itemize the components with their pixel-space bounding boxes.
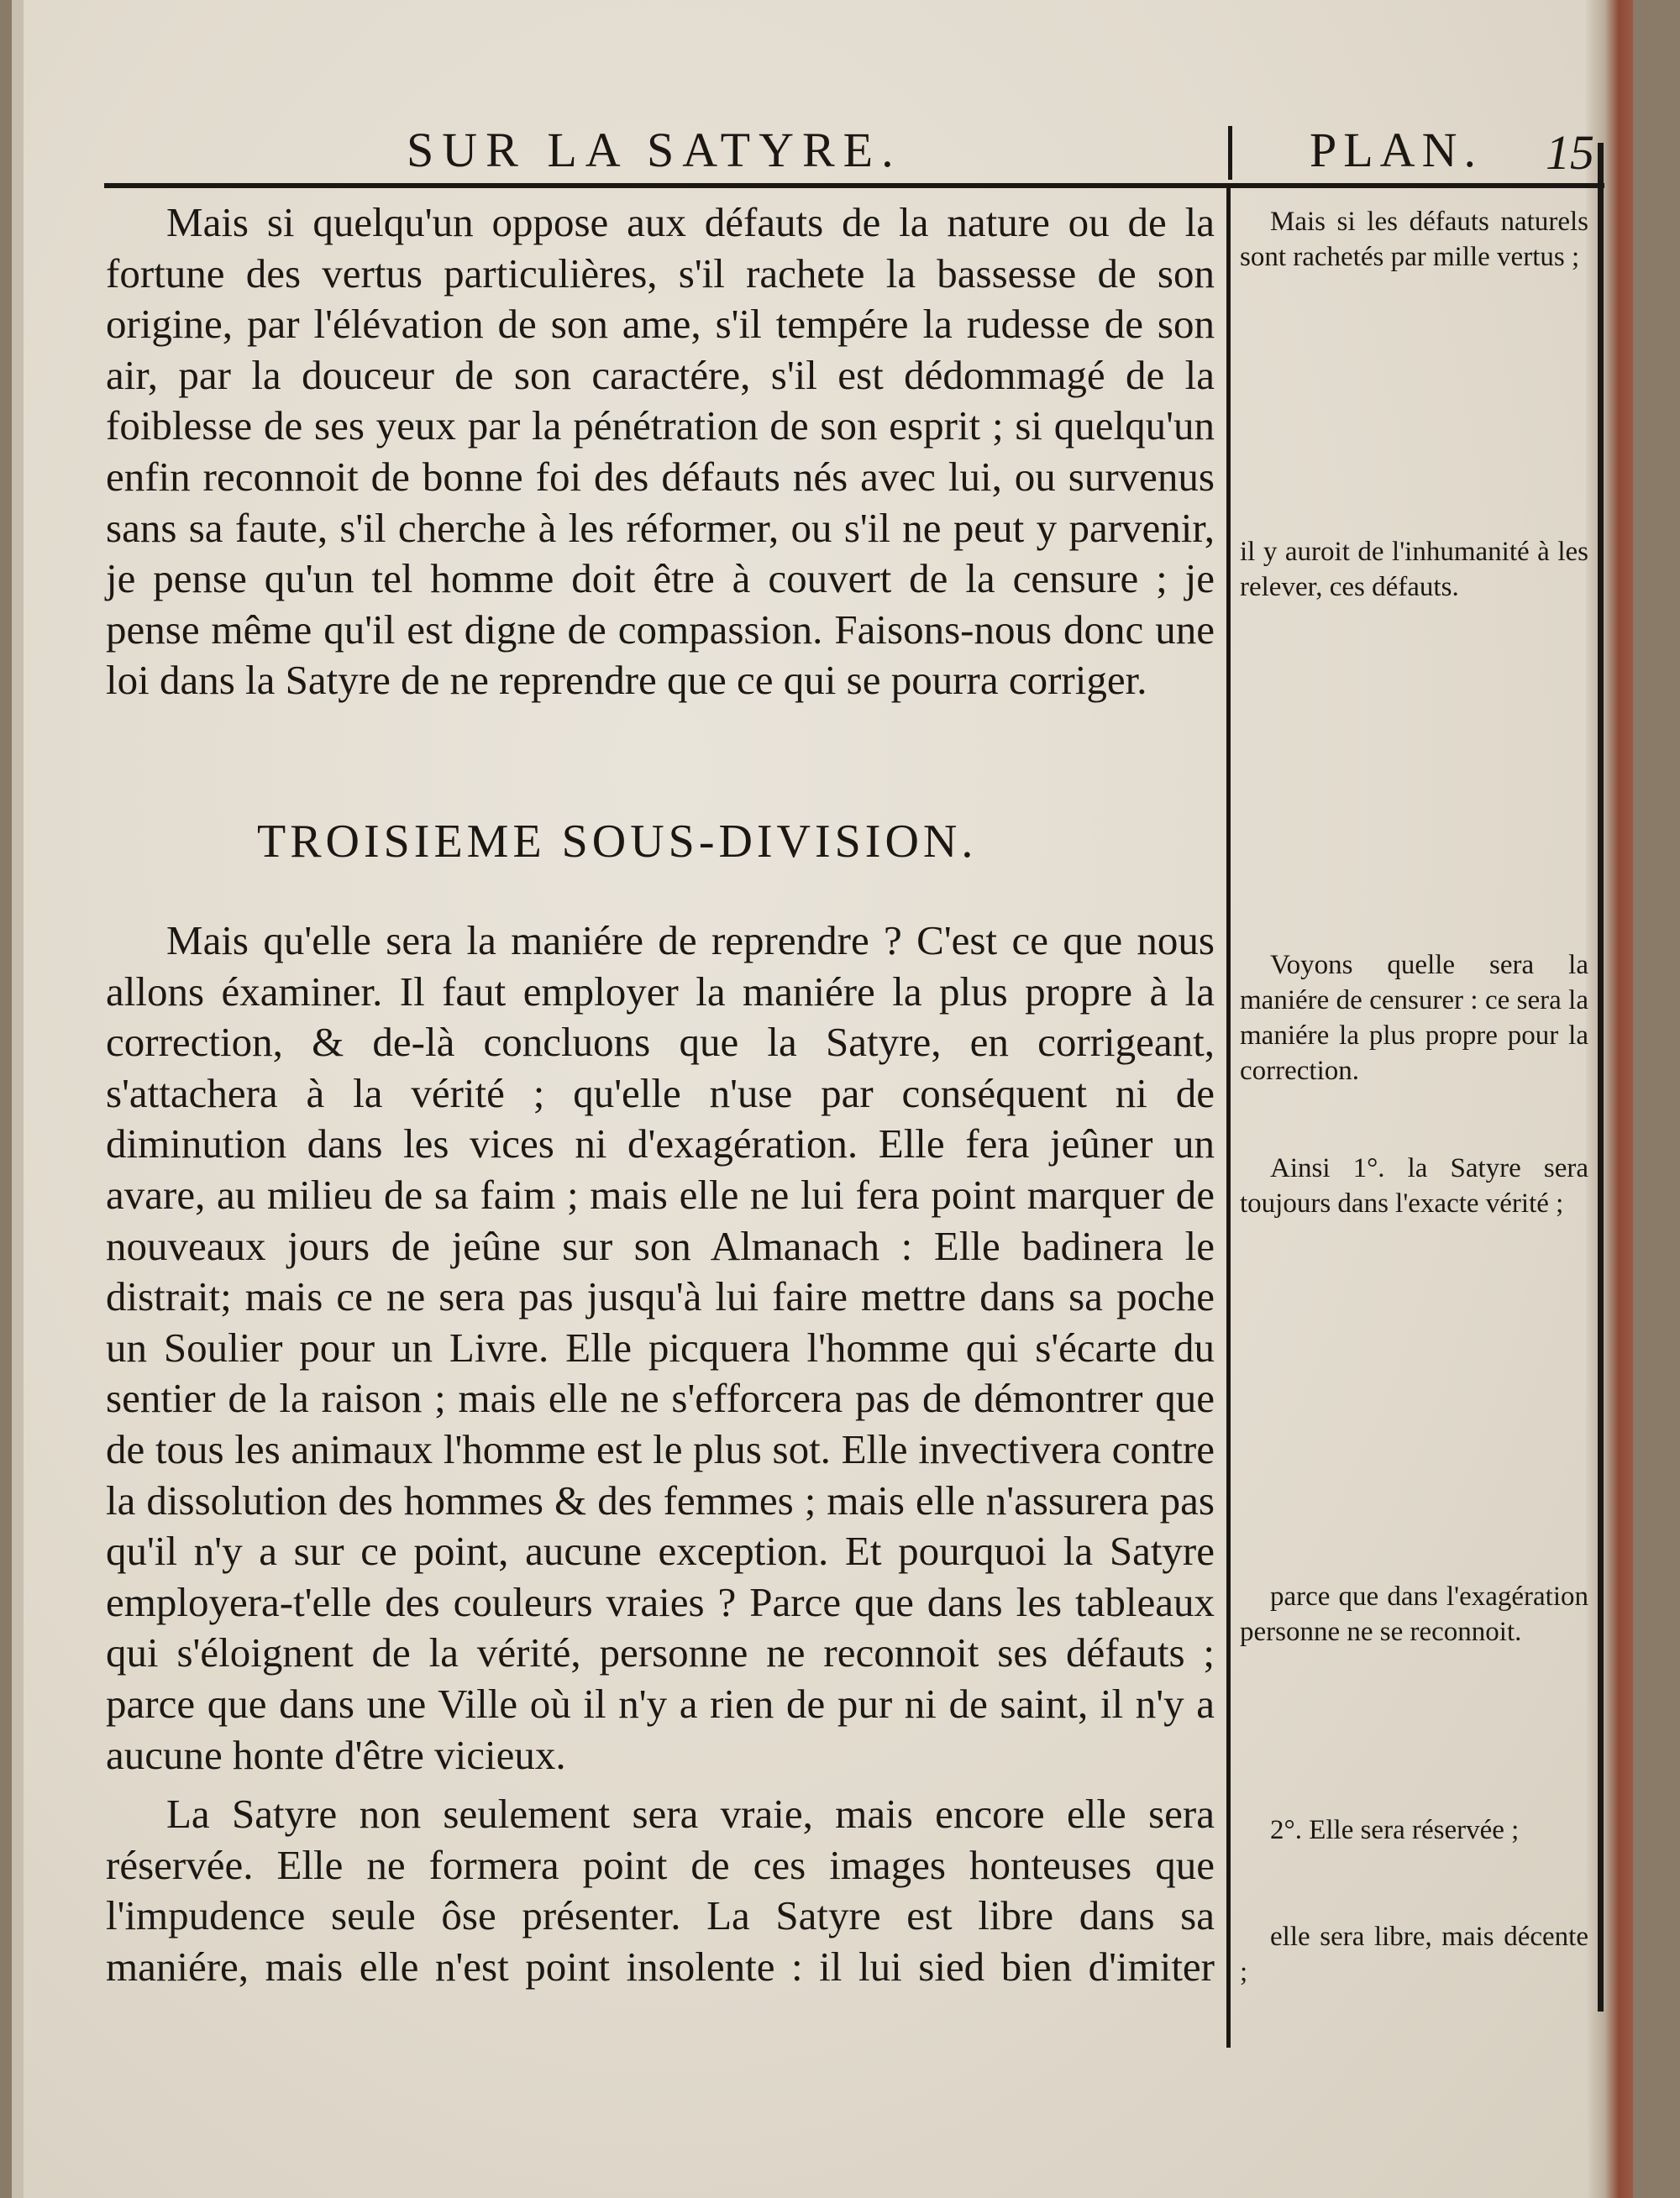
margin-note-6: 2°. Elle sera réservée ; (1270, 1815, 1520, 1845)
margin-note-4: Ainsi 1°. la Satyre sera toujours dans l'exacte vérité ; (1240, 1153, 1588, 1219)
page-edge-right (1586, 0, 1633, 2198)
margin-note-3: Voyons quelle sera la maniére de censurer : ce sera la maniére la plus propre pour la correction. (1240, 950, 1588, 1086)
header-rule (104, 183, 1604, 188)
page-number: 15 (1546, 125, 1594, 180)
outer-rule (1598, 143, 1604, 2012)
column-rule (1226, 183, 1231, 2048)
section-heading: TROISIEME SOUS-DIVISION. (257, 816, 978, 868)
paragraph-1: Mais si quelqu'un oppose aux défauts de la nature ou de la fortune des vertus particulières, s'il rachete la bassesse de son origine, par l'élévation de son ame, s'il tempére la rudesse de son air, par la douceur de son caractére, s'il est dédommagé de la foiblesse de ses yeux par la pénétration de son esprit ; si quelqu'un enfin reconnoit de bonne foi des défauts nés avec lui, ou survenus sans sa faute, s'il cherche à les réformer, ou s'il ne peut y parvenir, je pense qu'un tel homme doit être à couvert de la censure ; je pense même qu'il est digne de compassion. Faisons-nous donc une loi dans la Satyre de ne reprendre que ce qui se pourra corriger. (106, 199, 1215, 704)
margin-note-2: il y auroit de l'inhumanité à les relever, ces défauts. (1240, 537, 1588, 602)
margin-note-7: elle sera libre, mais décente ; (1240, 1922, 1588, 1987)
page-edge-left (12, 0, 24, 2198)
paragraph-2: Mais qu'elle sera la maniére de reprendre ? C'est ce que nous allons éxaminer. Il faut employer la maniére la plus propre à la correction, & de-là concluons que la Satyre, en corrigeant, s'attachera à la vérité ; qu'elle n'use par conséquent ni de diminution dans les vices ni d'exagération. Elle fera jeûner un avare, au milieu de sa faim ; mais elle ne lui fera point marquer de nouveaux jours de jeûne sur son Almanach : Elle badinera le distrait; mais ce ne sera pas jusqu'à lui faire mettre dans sa poche un Soulier pour un Livre. Elle picquera l'homme qui s'écarte du sentier de la raison ; mais elle ne s'efforcera pas de démontrer que de tous les animaux l'homme est le plus sot. Elle invectivera contre la dissolution des hommes & des femmes ; mais elle n'assurera pas qu'il n'y a sur ce point, aucune exception. Et pourquoi la Satyre employera-t'elle des couleurs vraies ? Parce que dans les tableaux qui s'éloignent de la vérité, personne ne reconnoit ses défauts ; parce que dans une Ville où il n'y a rien de pur ni de saint, il n'y a aucune honte d'être vicieux. (106, 917, 1215, 1778)
paragraph-3: La Satyre non seulement sera vraie, mais encore elle sera réservée. Elle ne formera point de ces images honteuses que l'impudence seule ôse présenter. La Satyre est libre dans sa maniére, mais elle n'est point insolente : il lui sied bien d'imiter (106, 1791, 1215, 1990)
margin-head: PLAN. (1310, 123, 1483, 177)
margin-note-1: Mais si les défauts naturels sont rachetés par mille vertus ; (1240, 207, 1588, 272)
book-page (12, 0, 1633, 2198)
running-head: SUR LA SATYRE. (407, 123, 902, 177)
margin-note-5: parce que dans l'exagération personne ne se reconnoit. (1240, 1582, 1588, 1647)
header-divider (1228, 126, 1232, 180)
